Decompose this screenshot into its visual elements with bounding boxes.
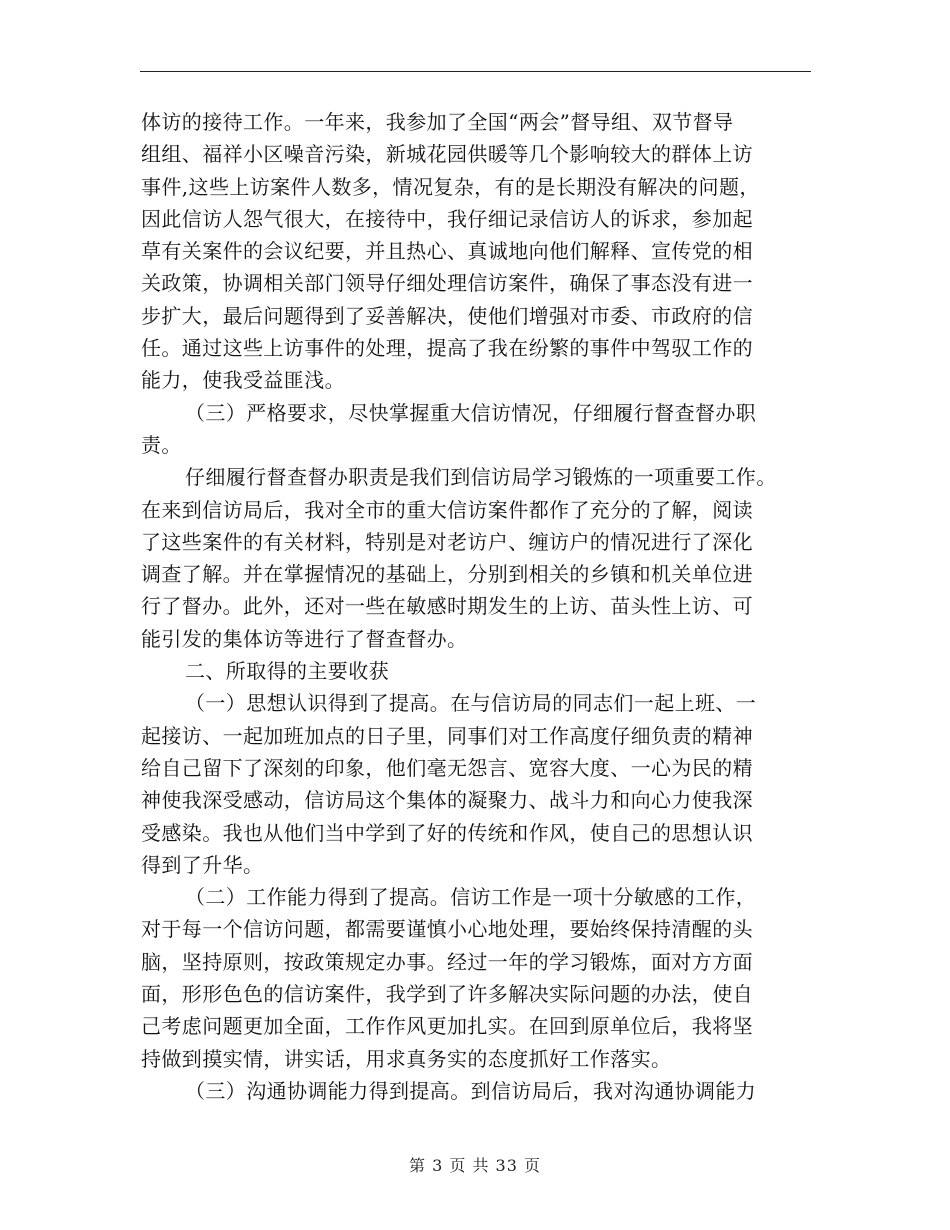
text-line: 因此信访人怨气很大，在接待中，我仔细记录信访人的诉求，参加起: [141, 206, 753, 231]
text-line: 二、所取得的主要收获: [185, 659, 389, 684]
text-line: 起接访、一起加班加点的日子里，同事们对工作高度仔细负责的精神: [141, 723, 753, 748]
text-line: 组组、福祥小区噪音污染，新城花园供暖等几个影响较大的群体上访: [141, 142, 753, 167]
text-line: （二）工作能力得到了提高。信访工作是一项十分敏感的工作，: [185, 885, 757, 910]
text-line: 关政策，协调相关部门领导仔细处理信访案件，确保了事态没有进一: [141, 271, 753, 296]
text-line: 能引发的集体访等进行了督查督办。: [141, 626, 468, 651]
text-line: （三）沟通协调能力得到提高。到信访局后，我对沟通协调能力: [185, 1078, 757, 1103]
text-line: 己考虑问题更加全面，工作作风更加扎实。在回到原单位后，我将坚: [141, 1014, 753, 1039]
text-line: 对于每一个信访问题，都需要谨慎小心地处理，要始终保持清醒的头: [141, 917, 753, 942]
text-line: 在来到信访局后，我对全市的重大信访案件都作了充分的了解，阅读: [141, 497, 753, 522]
text-line: 行了督办。此外，还对一些在敏感时期发生的上访、苗头性上访、可: [141, 594, 753, 619]
text-line: 责。: [141, 432, 182, 457]
text-line: 持做到摸实情，讲实话，用求真务实的态度抓好工作落实。: [141, 1046, 672, 1071]
text-line: 仔细履行督查督办职责是我们到信访局学习锻炼的一项重要工作。: [185, 465, 777, 490]
text-line: 神使我深受感动，信访局这个集体的凝聚力、战斗力和向心力使我深: [141, 788, 753, 813]
text-line: 面，形形色色的信访案件，我学到了许多解决实际问题的办法，使自: [141, 982, 753, 1007]
document-body: [141, 106, 821, 1107]
text-line: （三）严格要求，尽快掌握重大信访情况，仔细履行督查督办职: [185, 400, 757, 425]
page-footer: 第 3 页 共 33 页: [409, 1156, 541, 1175]
text-line: 给自己留下了深刻的印象，他们毫无怨言、宽容大度、一心为民的精: [141, 755, 753, 780]
text-line: 事件,这些上访案件人数多，情况复杂，有的是长期没有解决的问题，: [141, 174, 760, 199]
text-line: 脑，坚持原则，按政策规定办事。经过一年的学习锻炼，面对方方面: [141, 949, 753, 974]
text-line: 受感染。我也从他们当中学到了好的传统和作风，使自己的思想认识: [141, 820, 753, 845]
text-line: 调查了解。并在掌握情况的基础上，分别到相关的乡镇和机关单位进: [141, 562, 753, 587]
text-line: （一）思想认识得到了提高。在与信访局的同志们一起上班、一: [185, 691, 757, 716]
text-line: 草有关案件的会议纪要，并且热心、真诚地向他们解释、宣传党的相: [141, 239, 753, 264]
text-line: 体访的接待工作。一年来，我参加了全国“两会”督导组、双节督导: [141, 110, 734, 134]
text-line: 任。通过这些上访事件的处理，提高了我在纷繁的事件中驾驭工作的: [141, 336, 753, 361]
text-line: 了这些案件的有关材料，特别是对老访户、缠访户的情况进行了深化: [141, 529, 753, 554]
text-line: 能力，使我受益匪浅。: [141, 368, 345, 393]
text-line: 步扩大，最后问题得到了妥善解决，使他们增强对市委、市政府的信: [141, 303, 753, 328]
text-line: 得到了升华。: [141, 852, 264, 877]
header-rule: [140, 71, 811, 72]
